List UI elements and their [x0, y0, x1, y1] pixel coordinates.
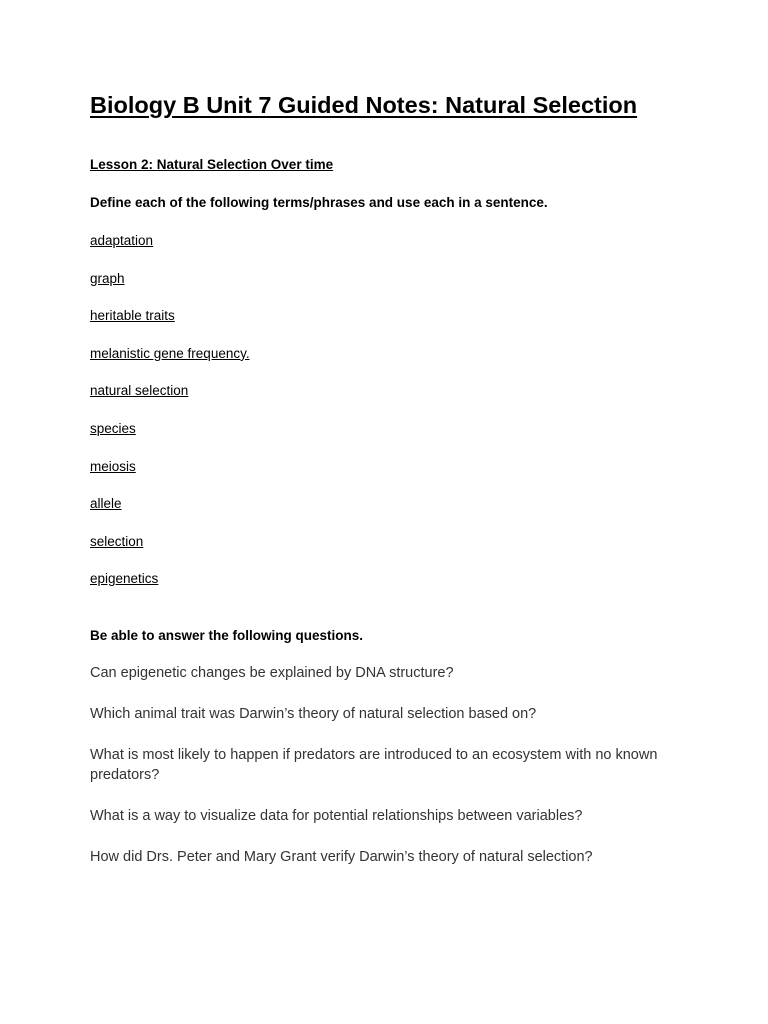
question-item: What is most likely to happen if predators are introduced to an ecosystem with no known predators?	[90, 747, 658, 783]
document-title: Biology B Unit 7 Guided Notes: Natural Selection	[90, 92, 638, 118]
terms-list	[90, 232, 250, 608]
question-item: Can epigenetic changes be explained by DNA structure?	[90, 665, 454, 681]
terms-instruction: Define each of the following terms/phrases and use each in a sentence.	[90, 195, 548, 210]
term-item: heritable traits	[90, 308, 175, 324]
term-item: species	[90, 420, 136, 436]
questions-instruction: Be able to answer the following questions.	[90, 628, 364, 643]
term-item: adaptation	[90, 233, 154, 248]
question-item: Which animal trait was Darwin’s theory of natural selection based on?	[90, 706, 537, 722]
lesson-heading: Lesson 2: Natural Selection Over time	[90, 157, 334, 172]
term-item: epigenetics	[90, 571, 159, 587]
question-item: What is a way to visualize data for potential relationships between variables?	[90, 807, 583, 824]
questions-list	[90, 664, 690, 889]
term-item: melanistic gene frequency.	[90, 345, 250, 361]
term-item: graph	[90, 270, 125, 286]
term-item: meiosis	[90, 458, 136, 474]
term-item: allele	[90, 496, 122, 512]
question-item: How did Drs. Peter and Mary Grant verify Darwin’s theory of natural selection?	[90, 848, 593, 865]
term-item: natural selection	[90, 383, 189, 399]
term-item: selection	[90, 533, 144, 549]
